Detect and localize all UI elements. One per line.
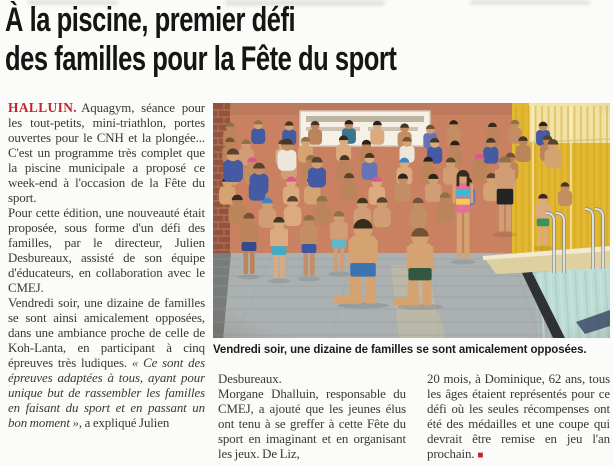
paragraph: Morgane Dhalluin, responsable du CMEJ, a ajouté que les jeunes élus ont tenu à se greffer à cette Fête du sport en imaginant et en organisant les jeux. De Liz,	[218, 387, 406, 461]
article-headline	[5, 1, 396, 79]
scan-artifact	[470, 0, 590, 5]
article-column-left	[8, 100, 205, 464]
paragraph-text: Aquagym, séance pour les tout-petits, mini-triathlon, portes ouvertes pour le CNH et la plongée... C'est un programme très complet que la piscine municipale a proposé ce week-end à l'occasion de la Fête du sport.	[8, 101, 205, 205]
article-column-middle	[218, 372, 406, 466]
paragraph-text: Vendredi soir, une dizaine de familles se sont ainsi amicalement opposées, dans une ambiance proche de celle de Koh-Lanta, en participant à cinq épreuves très ludiques.	[8, 296, 205, 370]
paragraph	[8, 296, 205, 431]
pool-photo-illustration	[213, 103, 610, 338]
article-column-right	[427, 372, 610, 466]
paragraph: Pour cette édition, une nouveauté était proposée, sous forme d'un défi des familles, par le directeur, Julien Desbureaux, assisté de son équipe d'éducateurs, en collaboration avec le CMEJ.	[8, 206, 205, 295]
headline-line-1: À la piscine, premier défi	[5, 1, 296, 39]
paragraph	[427, 372, 610, 463]
paragraph	[8, 100, 205, 206]
paragraph-text: , a expliqué Julien	[78, 416, 170, 430]
paragraph: Desbureaux.	[218, 372, 282, 386]
photo-caption: Vendredi soir, une dizaine de familles se sont amicalement opposées.	[213, 344, 587, 356]
article-end-mark: ■	[477, 450, 484, 461]
quote-text: « Ce sont des épreuves adaptées à tous, ayant pour unique but de rassembler les familles en faisant du sport et en passant un bon moment »	[8, 356, 205, 430]
dateline: HALLUIN.	[8, 100, 78, 115]
headline-line-2: des familles pour la Fête du sport	[5, 40, 397, 78]
paragraph-text: 20 mois, à Dominique, 62 ans, tous les âges étaient représentés pour ce défi où les seules récompenses ont été des médailles et une coupe qui devrait être remise en jeu l'an prochain.	[427, 372, 610, 461]
pool-group-photo	[213, 103, 610, 338]
